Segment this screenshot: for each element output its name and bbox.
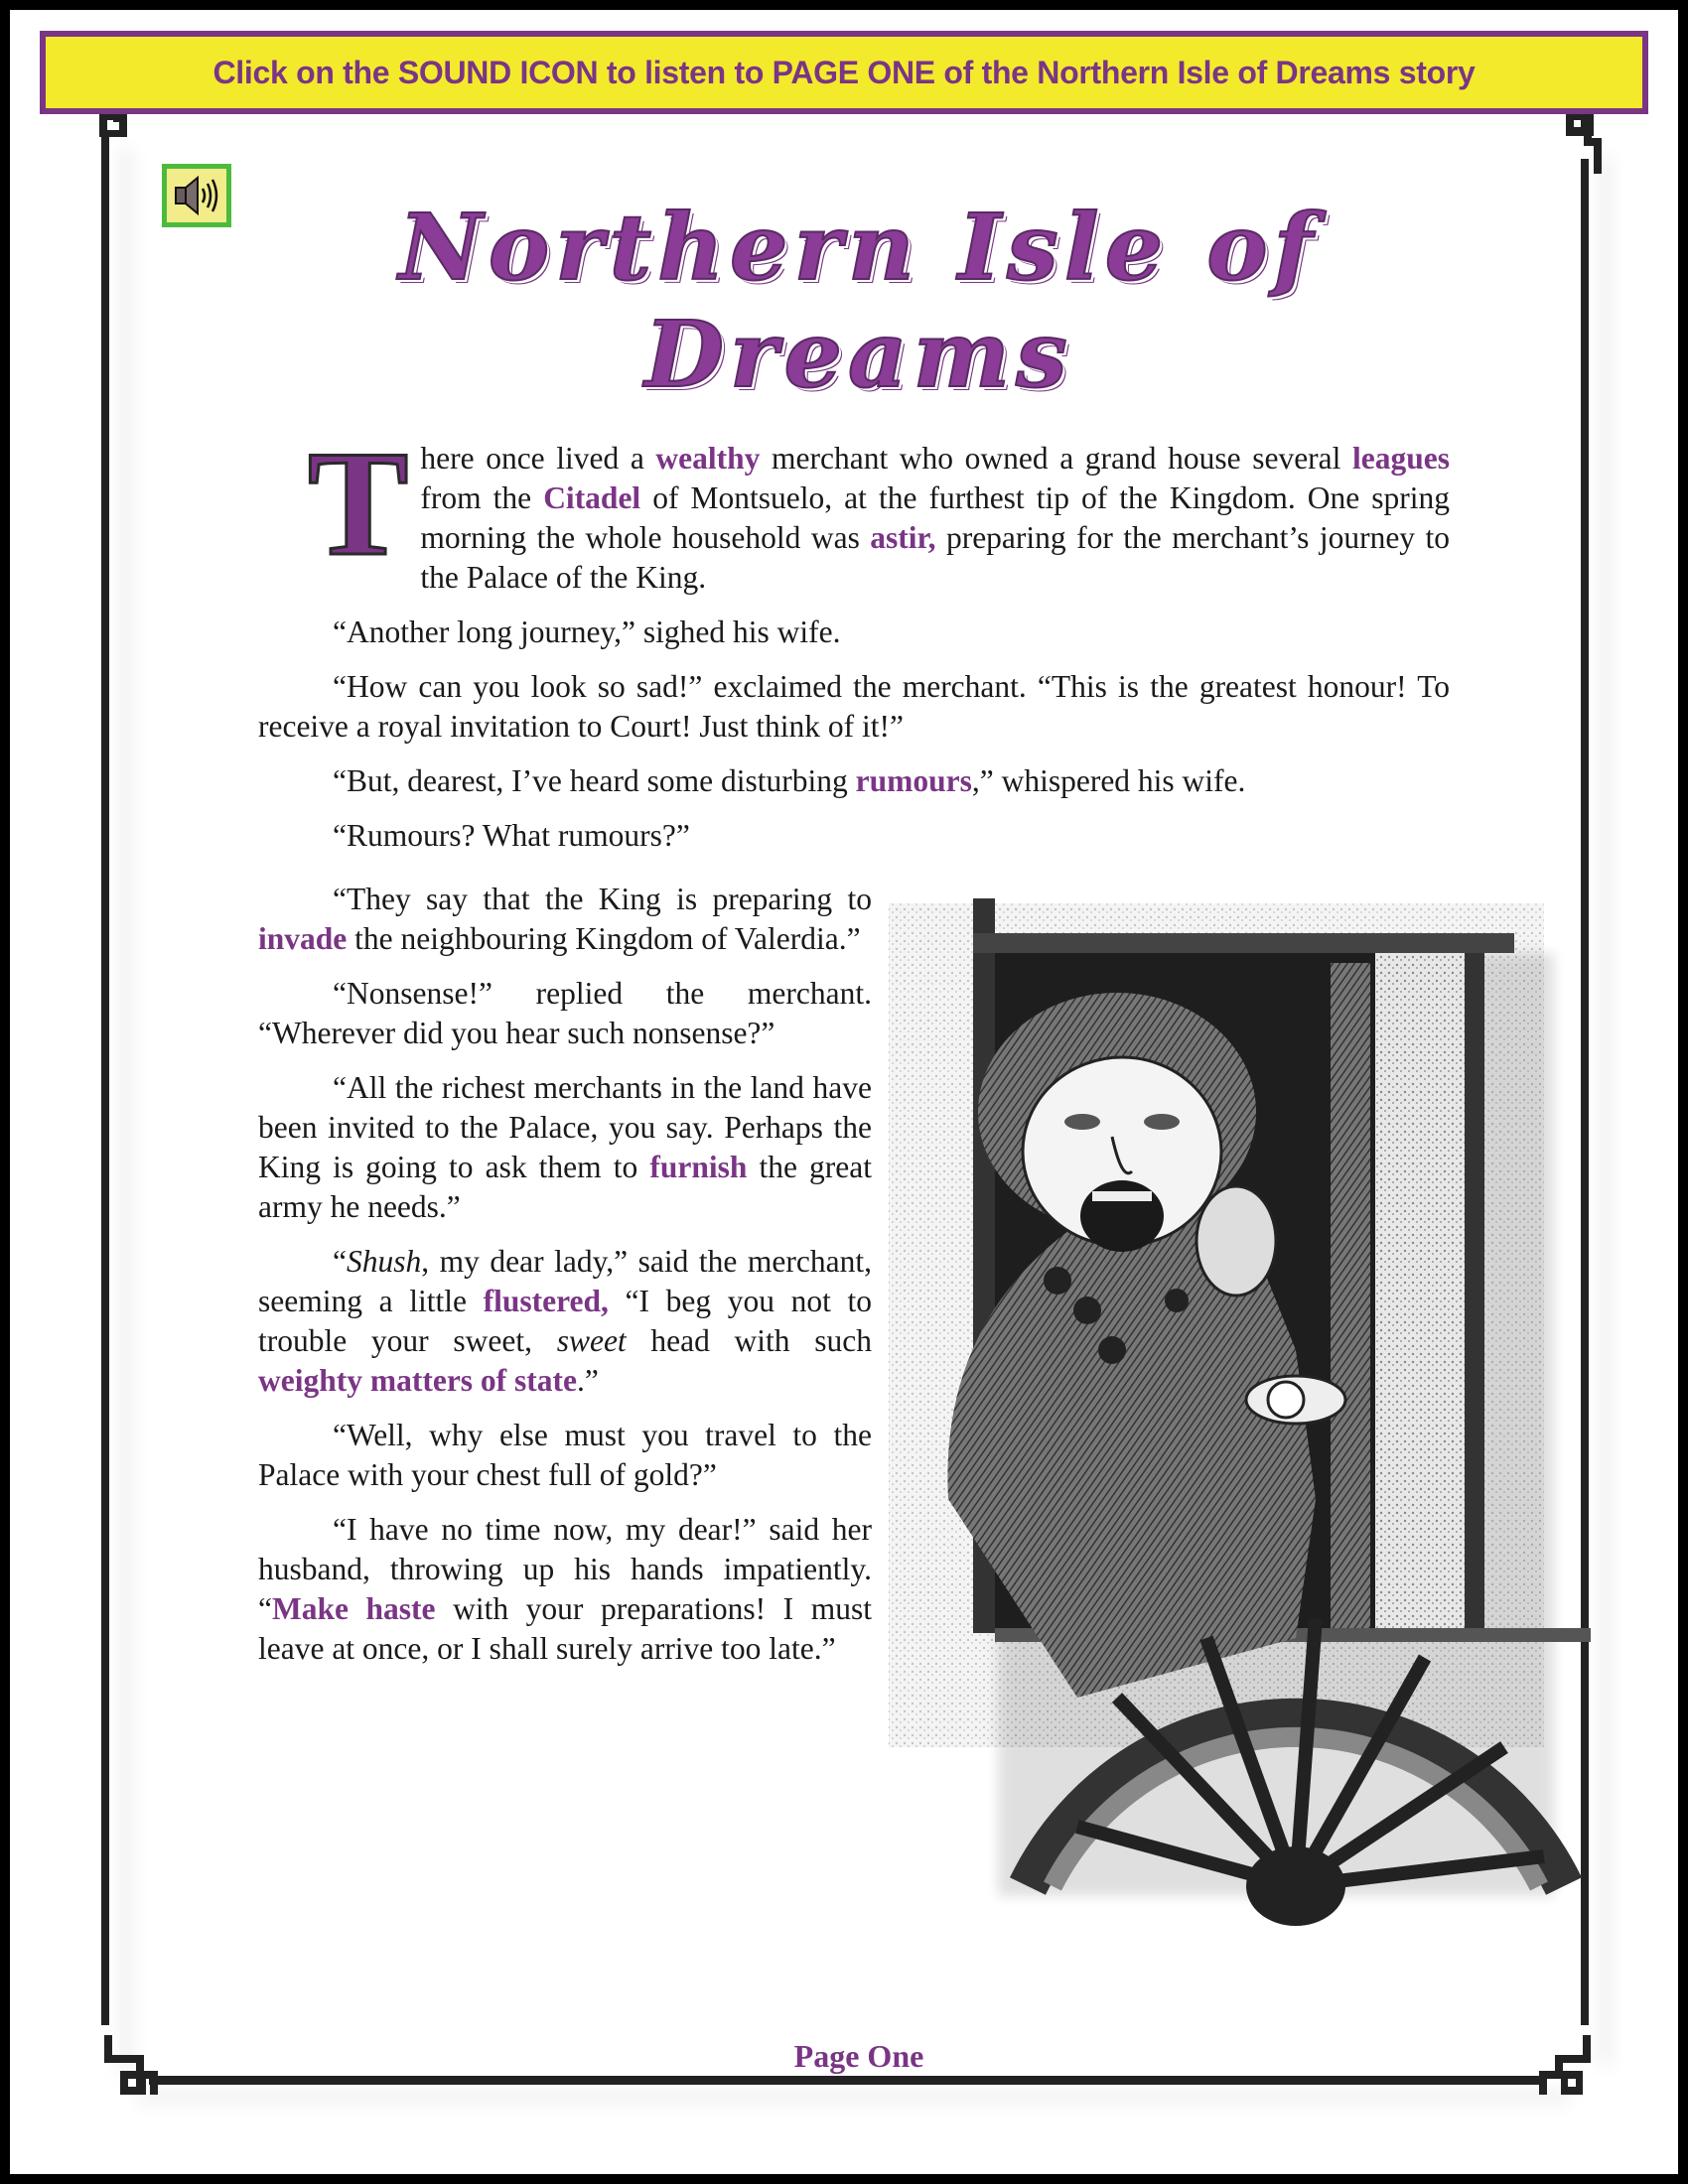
corner-ornament-top-right — [1544, 114, 1604, 174]
speaker-icon — [171, 174, 222, 217]
story-column — [258, 880, 872, 1684]
instruction-banner — [40, 31, 1648, 114]
page — [10, 10, 1678, 2174]
frame-left — [101, 159, 109, 2025]
drop-cap: T — [308, 420, 409, 587]
paragraph-3: “How can you look so sad!” exclaimed the merchant. “This is the greatest honour! To receive a royal invitation to Court! Just think of it!” — [258, 669, 1450, 744]
corner-ornament-bottom-right — [1531, 2035, 1591, 2095]
corner-ornament-top-left — [89, 114, 149, 174]
paragraph-8: “All the richest merchants in the land have been invited to the Palace, you say. Perhaps the King is going to ask them to furnish the great army he needs.” — [258, 1070, 872, 1224]
vocab-word: weighty matters of state — [258, 1363, 578, 1398]
vocab-word: rumours — [855, 763, 972, 798]
paragraph-1: There once lived a wealthy merchant who owned a grand house several leagues from the Citadel of Montsuelo, at the furthest tip of the Kingdom. One spring morning the whole household was astir, preparing for the merchant’s journey to the Palace of the King. — [308, 420, 1451, 595]
paragraph-5: “Rumours? What rumours?” — [333, 818, 690, 853]
frame-shadow — [139, 2090, 1569, 2104]
frame-shadow — [1599, 159, 1613, 2065]
paragraph-4: “But, dearest, I’ve heard some disturbing rumours,” whispered his wife. — [333, 763, 1246, 798]
banner-text: Click on the SOUND ICON to listen to PAGE ONE of the Northern Isle of Dreams story — [212, 54, 1476, 90]
vocab-word: invade — [258, 921, 348, 956]
vocab-word: furnish — [649, 1150, 748, 1184]
vocab-word: astir, — [870, 520, 936, 555]
vocab-word: wealthy — [655, 441, 761, 476]
carriage-illustration — [879, 884, 1594, 1966]
sound-button[interactable] — [162, 164, 231, 227]
vocab-word: flustered, — [483, 1284, 609, 1318]
story-title: Northern Isle of Dreams — [398, 194, 1320, 408]
frame-shadow — [119, 149, 133, 2075]
paragraph-10: “Well, why else must you travel to the Palace with your chest full of gold?” — [258, 1418, 872, 1492]
paragraph-7: “Nonsense!” replied the merchant. “Wherever did you hear such nonsense?” — [258, 976, 872, 1050]
paragraph-9: “Shush, my dear lady,” said the merchant, seeming a little flustered, “I beg you not to trouble your sweet, sweet head with such weighty matters of state.” — [258, 1244, 872, 1398]
vocab-word: Citadel — [543, 480, 641, 515]
paragraph-2: “Another long journey,” sighed his wife. — [333, 614, 841, 649]
paragraph-6: “They say that the King is preparing to invade the neighbouring Kingdom of Valerdia.” — [258, 882, 872, 956]
vocab-word: leagues — [1352, 441, 1450, 476]
paragraph-11: “I have no time now, my dear!” said her husband, throwing up his hands impatiently. “Make haste with your preparations! I must leave at once, or I shall surely arrive too late.” — [258, 1512, 872, 1666]
page-number: Page One — [793, 2038, 924, 2074]
story-intro — [258, 420, 1451, 871]
corner-ornament-bottom-left — [104, 2035, 164, 2095]
vocab-word: Make haste — [271, 1591, 436, 1626]
frame-bottom — [149, 2076, 1539, 2085]
